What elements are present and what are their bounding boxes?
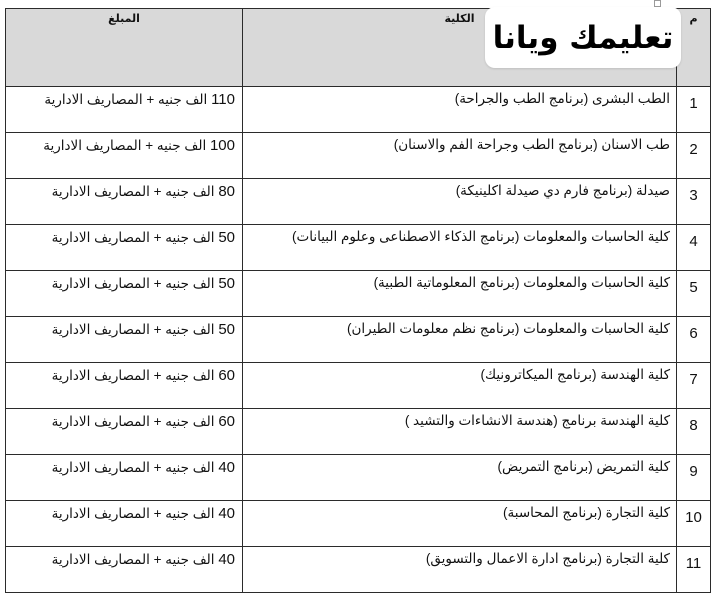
table-body (6, 87, 711, 593)
amount-value: 110 (211, 91, 235, 108)
amount-text: الف جنيه + المصاريف الادارية (51, 460, 215, 475)
amount-text: الف جنيه + المصاريف الادارية (51, 368, 215, 383)
row-amount (6, 179, 243, 225)
amount-text: الف جنيه + المصاريف الادارية (51, 322, 215, 337)
table-row (6, 409, 711, 455)
table-row (6, 225, 711, 271)
amount-value: 60 (218, 367, 235, 384)
amount-value: 100 (209, 137, 235, 154)
row-college: كلية التجارة (برنامج المحاسبة) (243, 501, 677, 547)
table-row (6, 455, 711, 501)
row-amount (6, 501, 243, 547)
watermark-badge: تعليمك ويانا (485, 7, 681, 68)
amount-text: الف جنيه + المصاريف الادارية (51, 414, 215, 429)
row-number: 4 (677, 225, 711, 271)
row-college: كلية الحاسبات والمعلومات (برنامج نظم معلومات الطيران) (243, 317, 677, 363)
header-number: م (677, 9, 711, 87)
row-amount (6, 409, 243, 455)
row-amount (6, 225, 243, 271)
row-college: كلية الهندسة برنامج (هندسة الانشاءات والتشيد ) (243, 409, 677, 455)
small-square-mark (654, 0, 661, 7)
row-number: 1 (677, 87, 711, 133)
header-amount: المبلغ (6, 9, 243, 87)
row-number: 8 (677, 409, 711, 455)
table-row (6, 271, 711, 317)
table-row (6, 547, 711, 593)
table-row (6, 501, 711, 547)
amount-text: الف جنيه + المصاريف الادارية (51, 184, 215, 199)
amount-value: 50 (218, 275, 235, 292)
table-row (6, 363, 711, 409)
table-row (6, 87, 711, 133)
row-number: 6 (677, 317, 711, 363)
row-college: كلية التمريض (برنامج التمريض) (243, 455, 677, 501)
row-amount (6, 317, 243, 363)
amount-value: 40 (218, 505, 235, 522)
amount-value: 80 (218, 183, 235, 200)
table-row (6, 317, 711, 363)
row-college: كلية الحاسبات والمعلومات (برنامج الذكاء الاصطناعى وعلوم البيانات) (243, 225, 677, 271)
fees-table (5, 8, 711, 593)
row-amount (6, 547, 243, 593)
row-college: كلية الحاسبات والمعلومات (برنامج المعلوماتية الطبية) (243, 271, 677, 317)
amount-value: 40 (218, 459, 235, 476)
row-college: كلية التجارة (برنامج ادارة الاعمال والتسويق) (243, 547, 677, 593)
amount-text: الف جنيه + المصاريف الادارية (51, 552, 215, 567)
row-amount (6, 87, 243, 133)
row-college: كلية الهندسة (برنامج الميكاترونيك) (243, 363, 677, 409)
row-amount (6, 363, 243, 409)
amount-value: 50 (218, 321, 235, 338)
row-amount (6, 271, 243, 317)
row-college: صيدلة (برنامج فارم دي صيدلة اكلينيكة) (243, 179, 677, 225)
row-number: 3 (677, 179, 711, 225)
table-row (6, 133, 711, 179)
amount-value: 60 (218, 413, 235, 430)
amount-text: الف جنيه + المصاريف الادارية (44, 92, 208, 107)
table-row (6, 179, 711, 225)
amount-value: 50 (218, 229, 235, 246)
row-number: 5 (677, 271, 711, 317)
amount-text: الف جنيه + المصاريف الادارية (51, 506, 215, 521)
row-number: 9 (677, 455, 711, 501)
header-college: الكلية (243, 9, 677, 87)
amount-value: 40 (218, 551, 235, 568)
row-number: 10 (677, 501, 711, 547)
row-number: 2 (677, 133, 711, 179)
amount-text: الف جنيه + المصاريف الادارية (51, 276, 215, 291)
row-college: الطب البشرى (برنامج الطب والجراحة) (243, 87, 677, 133)
amount-text: الف جنيه + المصاريف الادارية (51, 230, 215, 245)
row-amount (6, 455, 243, 501)
row-college: طب الاسنان (برنامج الطب وجراحة الفم والاسنان) (243, 133, 677, 179)
row-number: 11 (677, 547, 711, 593)
row-amount (6, 133, 243, 179)
row-number: 7 (677, 363, 711, 409)
amount-text: الف جنيه + المصاريف الادارية (43, 138, 207, 153)
